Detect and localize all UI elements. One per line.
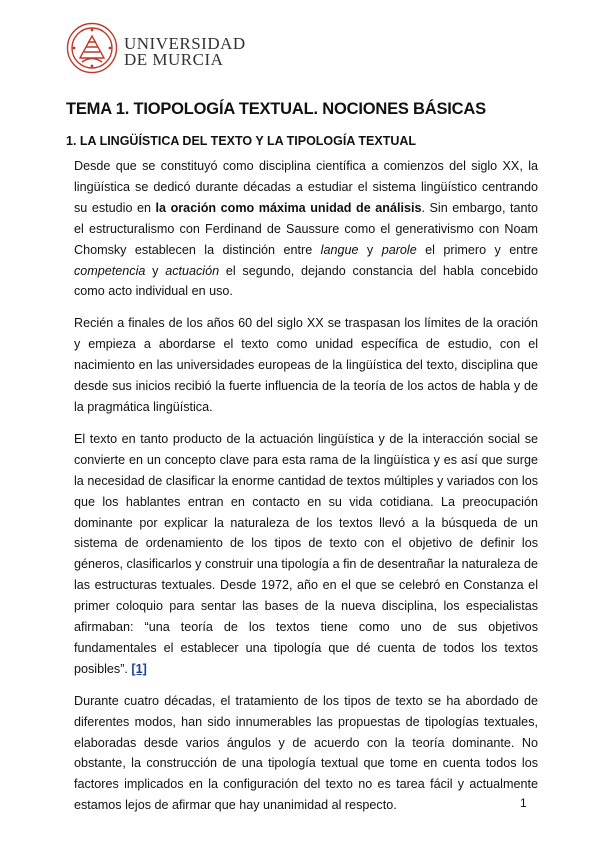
document-body xyxy=(74,156,538,827)
section-title: 1. LA LINGÜÍSTICA DEL TEXTO Y LA TIPOLOGÍA TEXTUAL xyxy=(66,134,417,148)
paragraph-2: Recién a finales de los años 60 del siglo XX se traspasan los límites de la oración y empieza a abordarse el texto como unidad específica de estudio, con el nacimiento en las universidades europeas de la lingüística del texto, disciplina que desde sus inicios recibió la fuerte influencia de la teoría de los actos de habla y de la pragmática lingüística. xyxy=(74,316,538,414)
paragraph-3: El texto en tanto producto de la actuación lingüística y de la interacción social se convierte en un concepto clave para esta rama de la lingüística y es así que surge la necesidad de clasificar la enorme cantidad de textos múltiples y variados con los que los hablantes entran en contacto en su vida cotidiana. La preocupación dominante por explicar la naturaleza de los textos llevó a la búsqueda de un sistema de ordenamiento de los tipos de texto con el objetivo de definir los géneros, clasificarlos y construir una tipología a fin de desentrañar la naturaleza de las estructuras textuales. Desde 1972, año en el que se celebró en Constanza el primer coloquio para sentar las bases de la nueva disciplina, los especialistas afirmaban: “una teoría de los textos tiene como uno de sus objetivos fundamentales el establecer una tipología que dé cuenta de todos los textos posibles”. [1] xyxy=(74,431,538,676)
university-name xyxy=(124,36,246,68)
university-seal-logo xyxy=(66,22,118,74)
page-number: 1 xyxy=(520,796,527,810)
university-name-line2: DE MURCIA xyxy=(124,50,224,69)
paragraph-1: Desde que se constituyó como disciplina científica a comienzos del siglo XX, la lingüística se dedicó durante décadas a estudiar el sistema lingüístico centrando su estudio en la oración como máxima unidad de análisis. Sin embargo, tanto el estructuralismo con Ferdinand de Saussure como el generativismo con Noam Chomsky establecen la distinción entre langue y parole el primero y entre competencia y actuación el segundo, dejando constancia del habla concebido como acto individual en uso. xyxy=(74,159,538,299)
document-title: TEMA 1. TIOPOLOGÍA TEXTUAL. NOCIONES BÁSICAS xyxy=(66,100,486,118)
university-name-line1: UNIVERSIDAD xyxy=(124,34,246,53)
footnote-reference-link[interactable]: [1] xyxy=(131,661,147,676)
paragraph-4: Durante cuatro décadas, el tratamiento de los tipos de texto se ha abordado de diferentes modos, han sido innumerables las propuestas de tipologías textuales, elaboradas desde varios ángulos y de acuerdo con la teoría dominante. No obstante, la construcción de una tipología textual que tome en cuenta todos los factores implicados en la configuración del texto no es tarea fácil y actualmente estamos lejos de afirmar que hay unanimidad al respecto. xyxy=(74,693,538,813)
